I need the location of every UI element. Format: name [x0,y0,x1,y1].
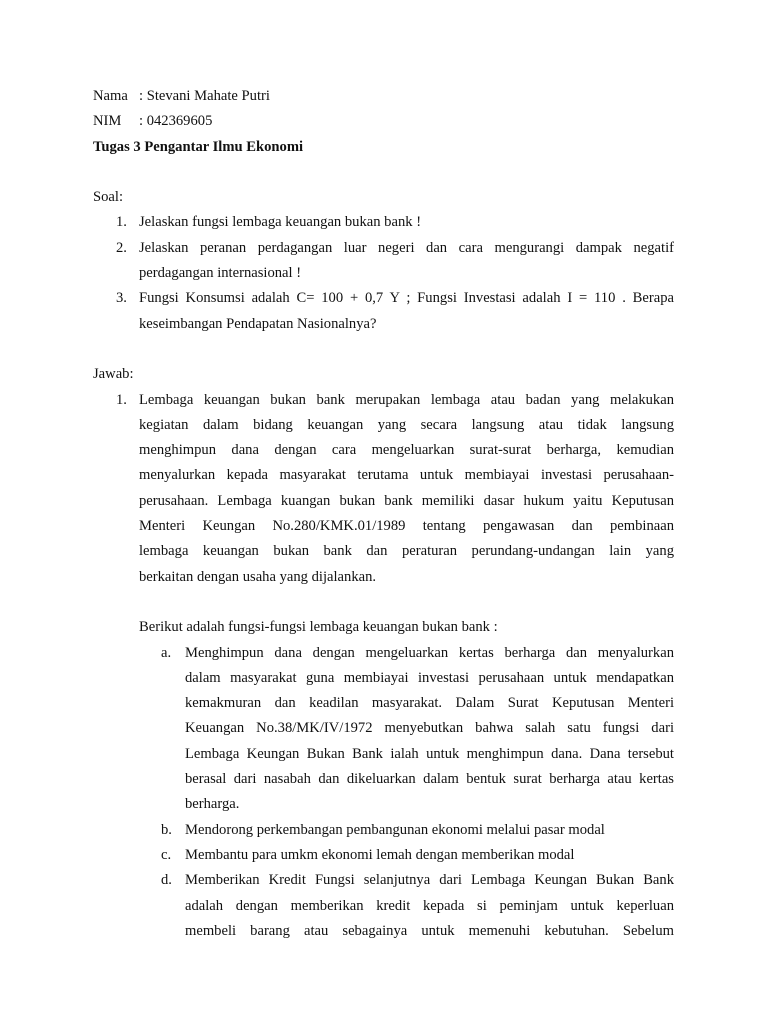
fungsi-text-line: berasal dari nasabah dan dikeluarkan dalam bentuk surat berharga atau kertas [185,771,674,788]
fungsi-item [139,868,674,944]
fungsi-item [139,843,674,868]
nim-row [93,109,674,134]
soal-item-text: Jelaskan peranan perdagangan luar negeri dan cara mengurangi dampak negatif [139,239,674,256]
soal-item-number: 2. [116,239,127,256]
nim-value: : 042369605 [139,113,213,130]
fungsi-text-line: Lembaga Keungan Bukan Bank ialah untuk menghimpun dana. Dana tersebut [185,745,674,762]
fungsi-text-line: dalam masyarakat guna membiayai investasi perusahaan untuk mendapatkan [185,669,674,686]
jawab-heading: Jawab: [93,366,134,383]
soal-item-text: keseimbangan Pendapatan Nasionalnya? [139,315,377,332]
soal-item-number: 1. [116,214,127,231]
fungsi-item-letter: a. [161,644,172,661]
jawab-text-line: berkaitan dengan usaha yang dijalankan. [139,568,377,585]
soal-item-number: 3. [116,290,127,307]
fungsi-item-letter: b. [161,821,172,838]
fungsi-text-line: membeli barang atau sebagainya untuk memenuhi kebutuhan. Sebelum [185,922,674,939]
nama-label: Nama [93,88,128,104]
nama-value: : Stevani Mahate Putri [139,88,270,104]
jawab-text-line: kegiatan dalam bidang keuangan yang secara langsung atau tidak langsung [139,416,674,433]
fungsi-item-letter: c. [161,846,172,863]
fungsi-item [139,818,674,843]
jawab-text-line: menyalurkan kepada masyarakat terutama untuk membiayai investasi perusahaan- [139,467,674,484]
soal-item-text: perdagangan internasional ! [139,265,302,282]
soal-list [93,210,674,336]
jawab-item-number: 1. [116,391,127,408]
fungsi-text-line: berharga. [185,796,240,813]
jawab-text-line: Menteri Keungan No.280/KMK.01/1989 tentang pengawasan dan pembinaan [139,518,674,535]
fungsi-intro: Berikut adalah fungsi-fungsi lembaga keuangan bukan bank : [139,619,498,636]
jawab-list [93,388,674,590]
soal-item [93,236,674,287]
fungsi-text-line: kemakmuran dan keadilan masyarakat. Dalam Surat Keputusan Menteri [185,695,674,712]
fungsi-text-line: Memberikan Kredit Fungsi selanjutnya dari Lembaga Keungan Bukan Bank [185,872,674,889]
fungsi-item [139,641,674,818]
fungsi-item-letter: d. [161,872,172,889]
soal-item-text: Fungsi Konsumsi adalah C= 100 + 0,7 Y ; Fungsi Investasi adalah I = 110 . Berapa [139,290,674,307]
fungsi-text-line: Keuangan No.38/MK/IV/1972 menyebutkan bahwa salah satu fungsi dari [185,720,674,737]
soal-item [93,286,674,337]
jawab-text-line: lembaga keuangan bukan bank dan peraturan perundang-undangan lain yang [139,543,674,560]
jawab-text-line: menghimpun dana dengan cara mengeluarkan surat-surat berharga, kemudian [139,442,674,459]
jawab-item [93,388,674,590]
fungsi-text-line: adalah dengan memberikan kredit kepada si peminjam untuk keperluan [185,897,674,914]
fungsi-list [139,641,674,945]
fungsi-text-line: Menghimpun dana dengan mengeluarkan kertas berharga dan menyalurkan [185,644,674,661]
fungsi-text-line: Membantu para umkm ekonomi lemah dengan memberikan modal [185,846,575,863]
nim-label: NIM [93,113,122,130]
document-content [93,84,674,944]
soal-heading: Soal: [93,189,123,206]
fungsi-text-line: Mendorong perkembangan pembangunan ekonomi melalui pasar modal [185,821,605,838]
soal-item [93,210,674,235]
assignment-title: Tugas 3 Pengantar Ilmu Ekonomi [93,138,304,155]
soal-item-text: Jelaskan fungsi lembaga keuangan bukan bank ! [139,214,422,231]
jawab-text-line: perusahaan. Lembaga kuangan bukan bank memiliki dasar hukum yaitu Keputusan [139,492,674,509]
nama-row [93,84,674,109]
jawab-text-line: Lembaga keuangan bukan bank merupakan lembaga atau badan yang melakukan [139,391,674,408]
